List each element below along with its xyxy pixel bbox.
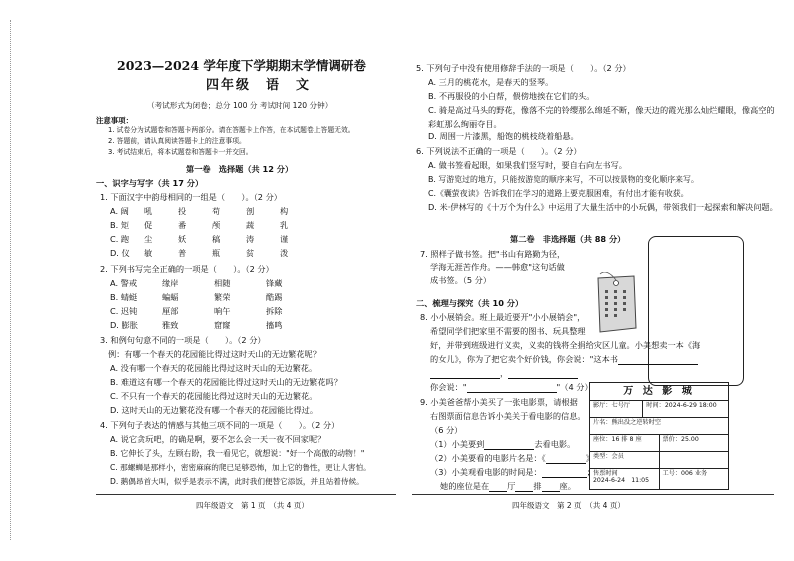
q8-line5: ， <box>430 368 578 379</box>
q4-option-b: B. 它伸长了头，左顾右盼，我一看见它，就想说："好一个高傲的动物！" <box>110 449 365 458</box>
q7-line1: 7. 照样子做书签。把"书山有路勤为径， <box>420 249 566 259</box>
q3-option-b: B. 难道这有哪一个春天的花园能比得过这时天山的无边繁花吗？ <box>110 377 342 387</box>
sample-bookmark-image <box>590 272 640 334</box>
q8-blank-4[interactable] <box>467 392 557 393</box>
q5-option-c: C. 骑是高过马头的野花，像落不完的铃缨那么绵延不断，像天边的霞光那么灿烂耀眼，像高空的彩虹那么绚丽夺目。 <box>428 105 775 129</box>
q2-option-b: B. 蜻蜓 蝙蝠 繁荣 酷踢 <box>110 292 283 302</box>
q4-option-d: D. 鹅偶昂首大叫，似乎是表示不满，此时我们便替它添饭，并且站着侍候。 <box>110 477 364 486</box>
q8-blank-3[interactable] <box>508 378 578 379</box>
question-3: 3. 和例句句意不同的一项是（ ）。（2 分） <box>100 335 266 345</box>
q5-option-a: A. 三月的桃花水，是春天的竖琴。 <box>428 77 554 87</box>
q2-option-a: A. 警戒 缘岸 相随 锋藏 <box>110 278 283 288</box>
notes-label: 注意事项： <box>96 116 133 125</box>
question-1: 1. 下面汉字中韵母相同的一组是（ ）。（2 分） <box>100 192 282 202</box>
ticket-sale <box>590 469 660 489</box>
ticket-row <box>590 435 728 452</box>
q9-score: （6 分） <box>430 425 463 435</box>
q8-blank-1[interactable] <box>618 364 698 365</box>
q1-option-b: B. 矩 促 番 颅 蔬 乳 <box>110 220 289 230</box>
q4-option-a: A. 说它贪玩吧，的确是啊，要不怎么会一天一夜不回家呢？ <box>110 434 326 444</box>
exam-subtitle: 四年级 语 文 <box>206 78 312 93</box>
ticket-empty <box>660 452 729 468</box>
q7-line2: 学海无涯苦作舟。——韩愈"这句话做 <box>430 262 565 272</box>
q8-line6: 你会说：" "（4 分） <box>430 382 593 392</box>
ticket-row <box>590 452 728 469</box>
q9-line1: 9. 小美爸爸帮小美买了一张电影票，请根据 <box>420 397 578 407</box>
q2-option-c: C. 迟钝 厘部 响午 拆除 <box>110 306 283 316</box>
ticket-seat: 座位：16 排 8 座 <box>590 435 660 451</box>
movie-ticket <box>589 382 729 490</box>
q3-option-a: A. 没有哪一个春天的花园能比得过这时天山的无边繁花。 <box>110 363 318 373</box>
q9-blank-hall[interactable] <box>489 491 507 492</box>
ticket-sale-label: 售票时间 <box>593 470 618 477</box>
q1-option-a: A. 阔 吼 投 苟 剖 构 <box>110 206 289 216</box>
q6-option-d: D. 米·伊林写的《十万个为什么》中运用了大量生活中的小玩偶，带领我们一起探索和解决问题。 <box>428 202 778 212</box>
exam-title: 2023—2024 学年度下学期期末学情调研卷 <box>117 58 366 73</box>
page1-footer-rule <box>96 494 396 495</box>
section1-title: 一、识字与写字（共 17 分） <box>96 178 204 188</box>
ticket-hall: 影厅：七号厅 <box>590 401 643 417</box>
q1-option-d: D. 仪 敏 普 瓶 贫 泼 <box>110 248 289 258</box>
ticket-row <box>590 418 728 435</box>
q3-option-c: C. 不只有一个春天的花园能比得过这时天山的无边繁花。 <box>110 391 318 401</box>
note-item: 3. 考试结束后，将本试题卷和答题卡一并交回。 <box>108 148 253 156</box>
note-item: 1. 试卷分为试题卷和答题卡两部分。请在答题卡上作答，在本试题卷上答题无效。 <box>108 126 355 134</box>
ticket-row <box>590 469 728 489</box>
q4-option-c: C. 那螺蛳是那样小，密密麻麻的爬已足够恐怖，加上它的鲁性，更让人害怕。 <box>110 463 371 472</box>
q9-sub4: 她的座位是在 厅 排 座。 <box>440 481 576 491</box>
q8-line4: 的女儿》，你为了把它卖个好价钱，你会说："这本书 <box>430 354 698 365</box>
q8-line3: 好，并带到班级进行义卖，义卖的钱将全捐给灾区儿童。小美想卖一本《海 <box>430 340 701 350</box>
q2-option-d: D. 膨胀 雅致 窟窿 搐鸣 <box>110 320 283 330</box>
q9-sub3: （3）小美观看电影的时间是： ； <box>430 467 595 477</box>
ticket-movie: 片名：熊出没之逆转时空 <box>593 419 662 426</box>
page2-footer: 四年级语文 第 2 页 （共 4 页） <box>512 501 625 510</box>
ticket-type: 类型：会员 <box>590 452 660 468</box>
q1-option-c: C. 跑 尘 妖 稿 涛 谨 <box>110 234 289 244</box>
question-6: 6. 下列说法不正确的一项是（ ）。（2 分） <box>416 146 582 156</box>
part2-title: 第二卷 非选择题（共 88 分） <box>510 234 626 244</box>
note-item: 2. 答题前，请认真阅读答题卡上的注意事项。 <box>108 137 246 145</box>
question-4: 4. 下列句子表达的情感与其他三项不同的一项是（ ）。（2 分） <box>100 420 340 430</box>
q9-blank-place[interactable] <box>484 449 534 450</box>
page2-footer-rule <box>412 494 774 495</box>
q9-sub2: （2）小美要看的电影片名是：《 》 <box>430 453 594 463</box>
q3-example: 例：有哪一个春天的花园能比得过这时天山的无边繁花呢？ <box>108 349 321 359</box>
section2-title: 二、梳理与探究（共 10 分） <box>416 298 524 308</box>
q9-blank-movie[interactable] <box>546 463 586 464</box>
bookmark-text: 书山有路勤为径 学海无涯苦作舟 <box>594 331 637 334</box>
q6-option-a: A. 做书签看起眼，如果我们竖写时，要自右向左书写。 <box>428 160 627 170</box>
page1-footer: 四年级语文 第 1 页 （共 4 页） <box>196 501 309 510</box>
q8-line1: 8. 小小展销会。班上最近要开"小小展销会"， <box>420 312 586 322</box>
q6-option-b: B. 写游览过的地方，只能按游览的顺序来写，不可以按景物的变化顺序来写。 <box>428 175 699 184</box>
q9-blank-time[interactable] <box>542 477 587 478</box>
q5-option-b: B. 不再服役的小白帮，偎傍地挨在它们的头。 <box>428 91 595 101</box>
q8-line2: 希望同学们把家里不需要的图书、玩具整理 <box>430 326 586 336</box>
q8-blank-2[interactable] <box>430 378 500 379</box>
q9-blank-seat[interactable] <box>542 491 560 492</box>
ticket-price: 票价：25.00 <box>662 436 699 443</box>
ticket-sale-time: 2024-6-24 11:05 <box>593 477 650 484</box>
q3-option-d: D. 这时天山的无边繁花没有哪一个春天的花园能比得过。 <box>110 405 319 415</box>
q9-blank-row[interactable] <box>515 491 533 492</box>
q9-line2: 右图票面信息告诉小美关于看电影的信息。 <box>430 411 586 421</box>
ticket-row <box>590 401 728 418</box>
q7-line3: 成书签。（5 分） <box>430 275 492 285</box>
q9-sub1: （1）小美要到 去看电影。 <box>430 439 576 449</box>
ticket-time: 时间：2024-6-29 18:00 <box>646 402 717 409</box>
ticket-cinema: 万 达 影 城 <box>590 383 728 401</box>
binding-line <box>10 20 11 540</box>
part1-title: 第一卷 选择题（共 12 分） <box>186 164 294 174</box>
question-2: 2. 下列书写完全正确的一项是（ ）。（2 分） <box>100 264 274 274</box>
q5-option-d: D. 周围一片漆黑，船饱的桃枝绕着船悬。 <box>428 131 579 141</box>
exam-info: （考试形式为闭卷；总分 100 分 考试时间 120 分钟） <box>147 101 333 110</box>
q6-option-c: C.《囊萤夜读》告诉我们在学习的道路上要克服困难，有付出才能有收获。 <box>428 189 689 198</box>
ticket-clerk: 工号：006 业务 <box>662 470 708 477</box>
question-5: 5. 下列句子中没有使用修辞手法的一项是（ ）。（2 分） <box>416 63 631 73</box>
